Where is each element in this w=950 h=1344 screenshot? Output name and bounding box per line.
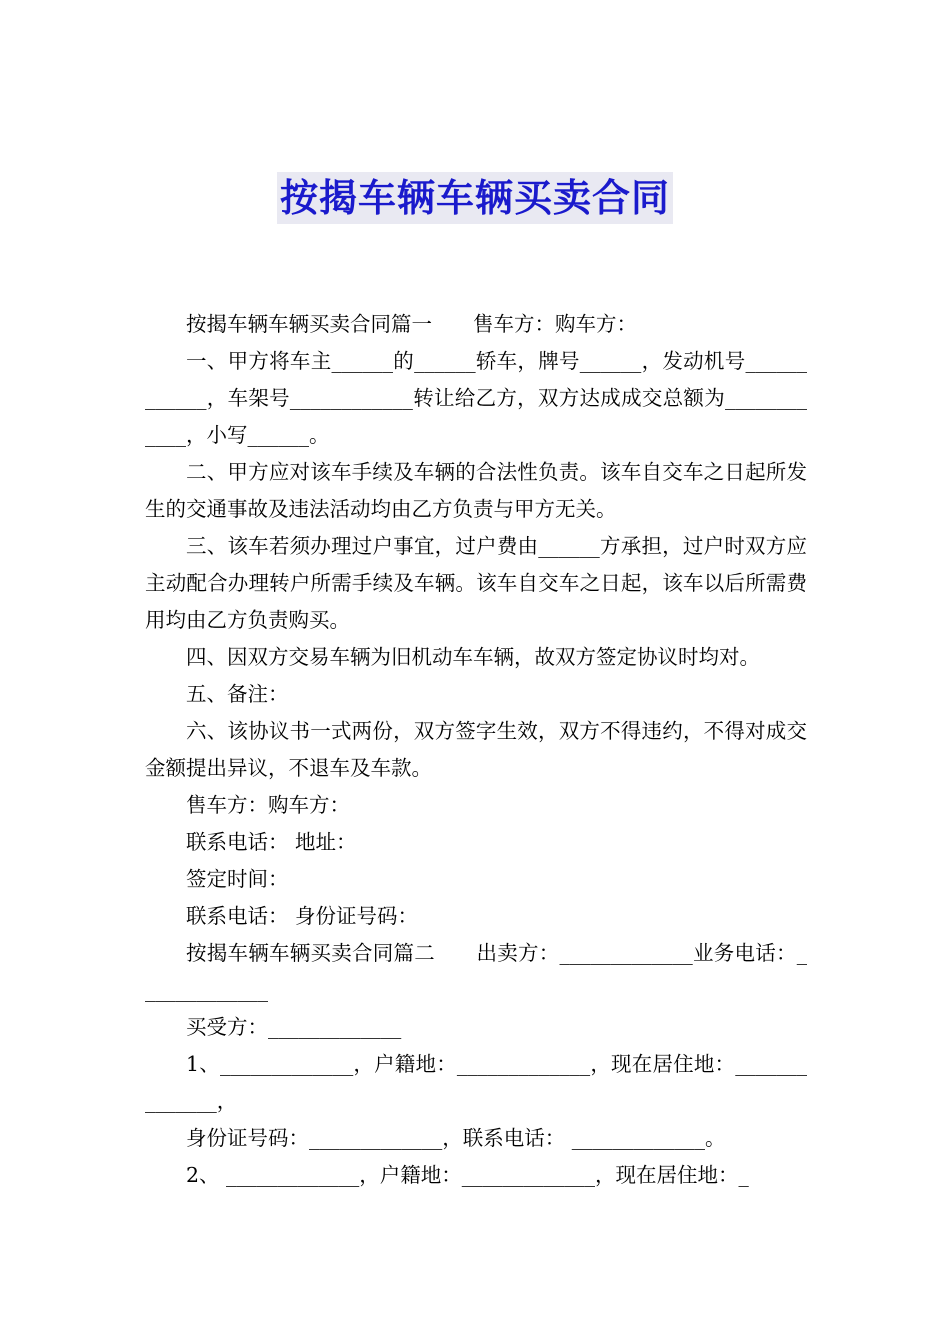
paragraph: 按揭车辆车辆买卖合同篇二 出卖方：_____________业务电话：_____________ <box>145 941 807 1002</box>
paragraph: 二、甲方应对该车手续及车辆的合法性负责。该车自交车之日起所发生的交通事故及违法活动均由乙方负责与甲方无关。 <box>145 460 807 521</box>
title-container <box>0 172 950 224</box>
document-body <box>145 306 807 1194</box>
paragraph: 2、 _____________，户籍地：_____________，现在居住地：_ <box>186 1163 749 1187</box>
paragraph: 联系电话： 身份证号码： <box>186 904 419 928</box>
paragraph: 三、该车若须办理过户事宜，过户费由______方承担，过户时双方应主动配合办理转户所需手续及车辆。该车自交车之日起，该车以后所需费用均由乙方负责购买。 <box>145 534 807 632</box>
paragraph: 六、该协议书一式两份，双方签字生效，双方不得违约，不得对成交金额提出异议，不退车及车款。 <box>145 719 807 780</box>
document-title: 按揭车辆车辆买卖合同 <box>277 172 673 224</box>
paragraph: 售车方：购车方： <box>186 793 350 817</box>
paragraph: 买受方：_____________ <box>186 1015 402 1039</box>
paragraph: 身份证号码：_____________，联系电话： _____________。 <box>186 1126 726 1150</box>
paragraph: 五、备注： <box>186 682 289 706</box>
paragraph: 一、甲方将车主______的______轿车，牌号______，发动机号____________，车架号____________转让给乙方，双方达成成交总额为____________，小写______。 <box>145 349 807 447</box>
paragraph: 联系电话： 地址： <box>186 830 357 854</box>
paragraph: 1、_____________，户籍地：_____________，现在居住地：______________， <box>145 1052 807 1113</box>
paragraph: 按揭车辆车辆买卖合同篇一 售车方：购车方： <box>186 312 637 336</box>
paragraph: 签定时间： <box>186 867 289 891</box>
paragraph: 四、因双方交易车辆为旧机动车车辆，故双方签定协议时均对。 <box>186 645 760 669</box>
